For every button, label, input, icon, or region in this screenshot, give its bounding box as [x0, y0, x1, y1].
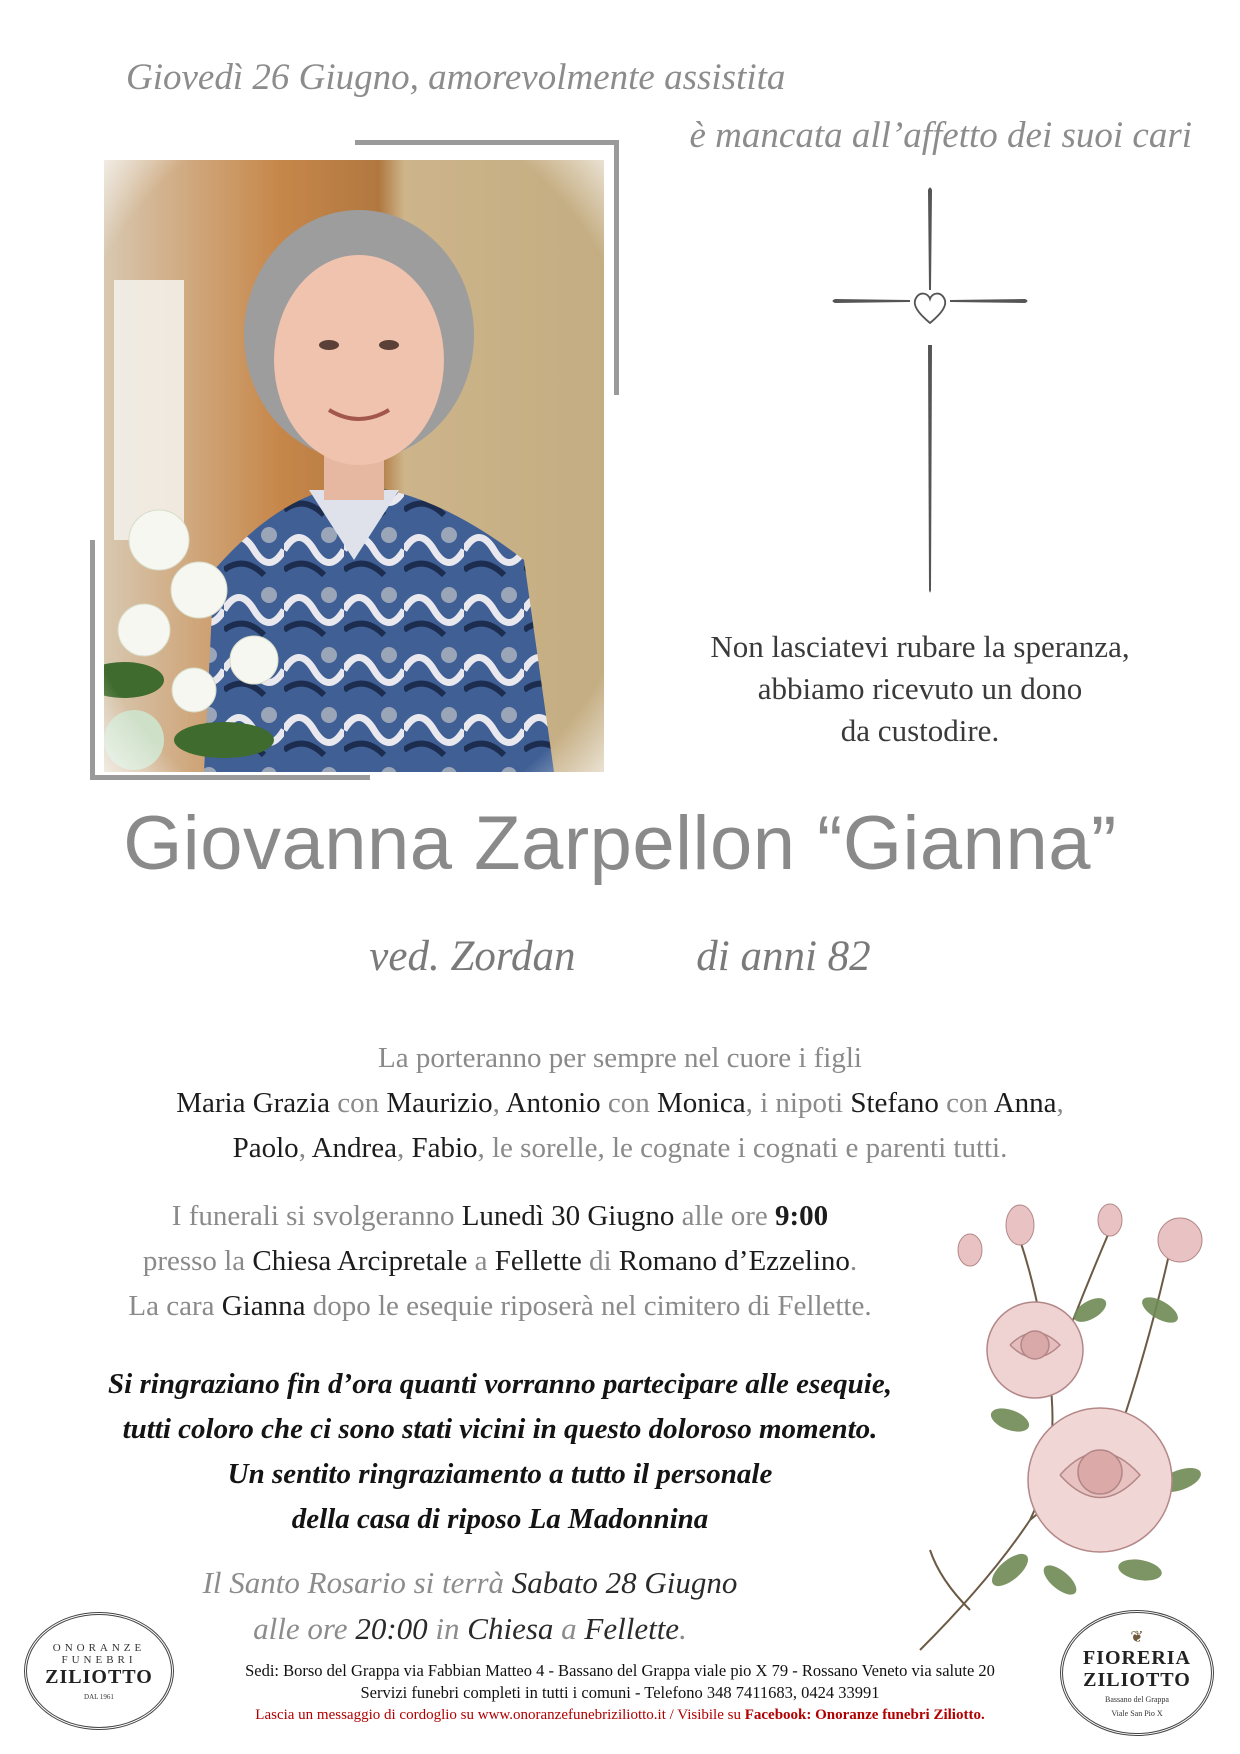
text: . — [679, 1611, 687, 1646]
connector: , i nipoti — [745, 1087, 851, 1119]
text: dopo le esequie riposerà nel cimitero di Fellette. — [305, 1290, 872, 1322]
church-name: Chiesa Arcipretale — [252, 1245, 468, 1277]
text: presso la — [142, 1245, 253, 1277]
locality: Fellette — [494, 1245, 582, 1277]
lotus-icon: ❦ — [1130, 1629, 1144, 1646]
thanks-line-2: tutti coloro che ci sono stati vicini in questo doloroso momento. — [122, 1413, 878, 1445]
text: a — [553, 1611, 585, 1646]
funeral-time: 9:00 — [775, 1200, 829, 1232]
frame-bottom-line — [90, 775, 370, 780]
text: alle ore — [253, 1611, 356, 1646]
rosary-time: 20:00 — [355, 1611, 428, 1646]
quote-line-2: abbiamo ricevuto un dono — [757, 671, 1083, 706]
sedi-label: Sedi: — [245, 1661, 279, 1680]
footer-services: Servizi funebri completi in tutti i comuni - Telefono 348 7411683, 0424 33991 — [360, 1683, 880, 1702]
frame-left-line — [90, 540, 95, 780]
quote-block — [660, 626, 1180, 752]
quote-line-3: da custodire. — [840, 713, 1000, 748]
footer-sedi — [180, 1660, 1060, 1682]
logo-text: ONORANZE — [52, 1641, 146, 1654]
funeral-home-logo — [24, 1612, 174, 1730]
nickname: Gianna — [221, 1290, 306, 1322]
cross-heart-icon — [830, 185, 1030, 595]
text: I funerali si svolgeranno — [171, 1200, 462, 1232]
relatives-text: , le sorelle, le cognate i cognati e parenti tutti. — [477, 1132, 1008, 1164]
logo-address: Viale San Pio X — [1111, 1709, 1163, 1718]
rosary-locality: Fellette — [584, 1611, 680, 1646]
age: di anni 82 — [696, 933, 871, 980]
quote-line-1: Non lasciatevi rubare la speranza, — [710, 629, 1130, 664]
child-name: Antonio — [505, 1087, 601, 1119]
text: in — [427, 1611, 468, 1646]
connector: con — [600, 1087, 657, 1119]
thanks-line-4: della casa di riposo La Madonnina — [291, 1503, 709, 1535]
roses-illustration — [910, 1180, 1230, 1660]
text: di — [581, 1245, 619, 1277]
logo-text: FUNEBRI — [61, 1653, 137, 1666]
spouse-name: Maurizio — [386, 1087, 493, 1119]
text: a — [467, 1245, 495, 1277]
logo-since: DAL 1961 — [84, 1692, 114, 1701]
grandchild-name: Stefano — [850, 1087, 939, 1119]
connector: , — [1056, 1087, 1064, 1119]
grandchild-name: Fabio — [411, 1132, 478, 1164]
funeral-line-3 — [30, 1284, 970, 1329]
logo-brand: ZILIOTTO — [45, 1665, 153, 1688]
family-block — [0, 1036, 1240, 1171]
text: La cara — [128, 1290, 222, 1322]
partner-name: Anna — [993, 1087, 1057, 1119]
portrait-photo — [104, 160, 604, 772]
intro-line-1: Giovedì 26 Giugno, amorevolmente assistita — [126, 57, 786, 98]
spouse-name: Monica — [657, 1087, 746, 1119]
town: Romano d’Ezzelino — [618, 1245, 850, 1277]
rosary-date: Sabato 28 Giugno — [511, 1565, 738, 1600]
connector: con — [329, 1087, 387, 1119]
funeral-line-2 — [30, 1239, 970, 1284]
footer — [180, 1660, 1060, 1726]
facebook-link[interactable]: Facebook: Onoranze funebri Ziliotto. — [744, 1707, 985, 1723]
connector: con — [938, 1087, 994, 1119]
funeral-info — [30, 1194, 970, 1329]
text: alle ore — [674, 1200, 776, 1232]
thanks-block — [0, 1362, 1000, 1542]
rosary-place: Chiesa — [467, 1611, 554, 1646]
funeral-line-1 — [30, 1194, 970, 1239]
connector: , — [396, 1132, 412, 1164]
logo-address: Bassano del Grappa — [1105, 1695, 1169, 1704]
frame-right-line — [614, 140, 619, 395]
florist-logo — [1060, 1610, 1214, 1736]
thanks-line-3: Un sentito ringraziamento a tutto il personale — [227, 1458, 773, 1490]
connector: , — [298, 1132, 312, 1164]
thanks-line-1: Si ringraziano fin d’ora quanti vorranno partecipare alle esequie, — [108, 1368, 892, 1400]
sedi-addresses: Borso del Grappa via Fabbian Matteo 4 - Bassano del Grappa viale pio X 79 - Rossano Veneto via salute 20 — [279, 1661, 995, 1680]
child-name: Maria Grazia — [176, 1087, 330, 1119]
text: Il Santo Rosario si terrà — [202, 1565, 512, 1600]
rosary-line-1 — [120, 1560, 820, 1606]
funeral-date: Lunedì 30 Giugno — [461, 1200, 675, 1232]
rosary-info — [120, 1560, 820, 1652]
deceased-name: Giovanna Zarpellon “Gianna” — [123, 801, 1117, 886]
family-line-3 — [0, 1126, 1240, 1171]
grandchild-name: Andrea — [311, 1132, 397, 1164]
logo-brand: ZILIOTTO — [1083, 1669, 1191, 1691]
family-line-2 — [0, 1081, 1240, 1126]
grandchild-name: Paolo — [232, 1132, 299, 1164]
family-intro: La porteranno per sempre nel cuore i figli — [378, 1042, 862, 1074]
logo-text: FIORERIA — [1082, 1647, 1191, 1669]
rosary-line-2 — [120, 1606, 820, 1652]
connector: , — [492, 1087, 506, 1119]
condolence-text: Lascia un messaggio di cordoglio su www.onoranzefunebriziliotto.it / Visibile su — [255, 1707, 745, 1723]
deceased-details — [0, 932, 1240, 981]
intro-line-2: è mancata all’affetto dei suoi cari — [689, 115, 1192, 156]
footer-message — [180, 1704, 1060, 1726]
text: . — [849, 1245, 858, 1277]
widow-of: ved. Zordan — [369, 933, 576, 980]
frame-top-line — [355, 140, 619, 145]
